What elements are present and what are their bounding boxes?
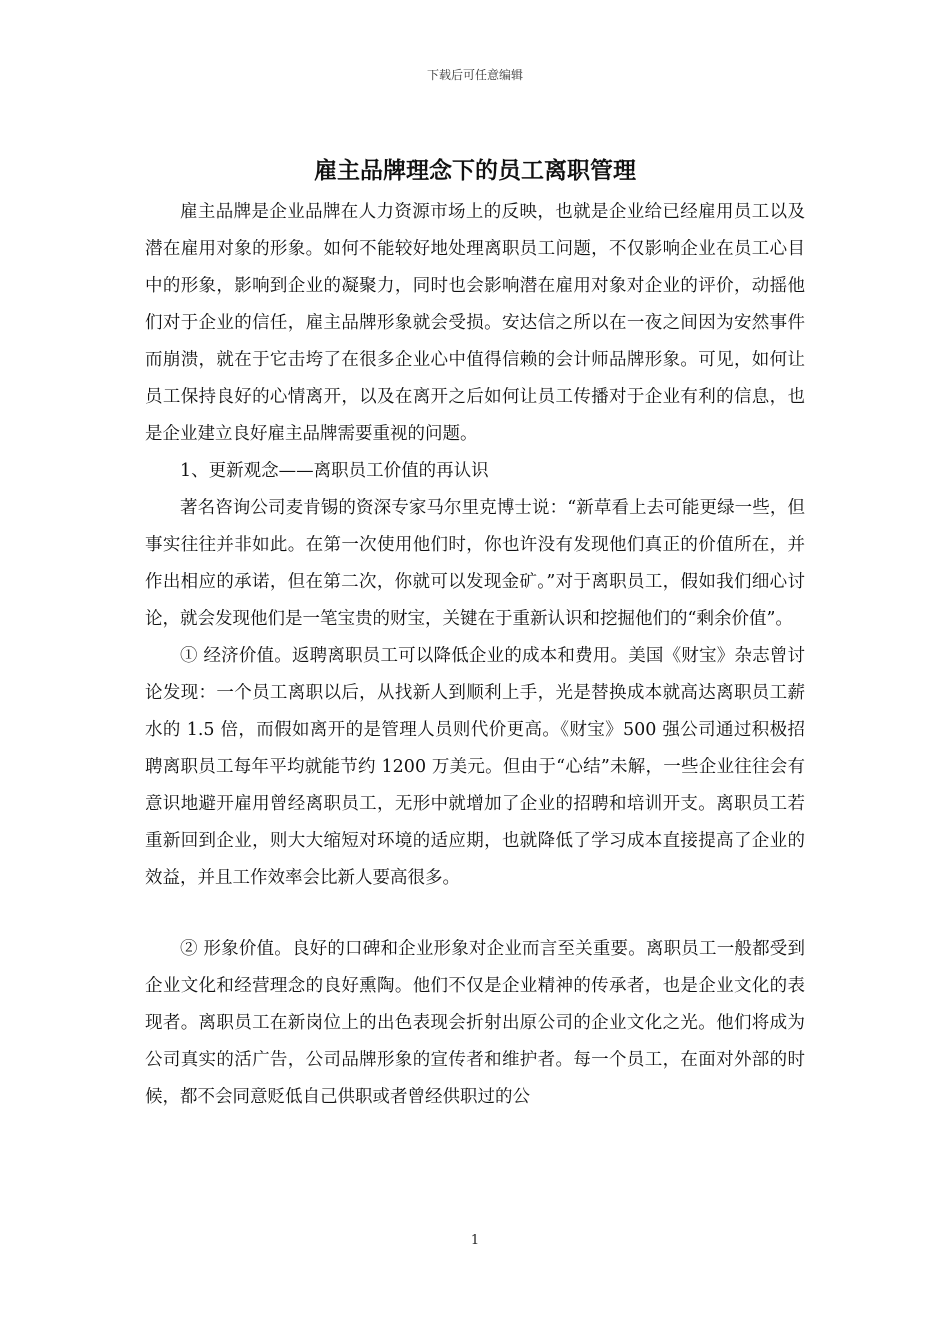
paragraph-intro: 雇主品牌是企业品牌在人力资源市场上的反映，也就是企业给已经雇用员工以及潜在雇用对象的形象。如何不能较好地处理离职员工问题，不仅影响企业在员工心目中的形象，影响到企业的凝聚力，同时也会影响潜在雇用对象对企业的评价，动摇他们对于企业的信任，雇主品牌形象就会受损。安达信之所以在一夜之间因为安然事件而崩溃，就在于它击垮了在很多企业心中值得信赖的会计师品牌形象。可见，如何让员工保持良好的心情离开，以及在离开之后如何让员工传播对于企业有利的信息，也是企业建立良好雇主品牌需要重视的问题。: [145, 202, 805, 444]
document-body: [145, 194, 805, 1116]
paragraph-economic-value: ① 经济价值。返聘离职员工可以降低企业的成本和费用。美国《财宝》杂志曾讨论发现：一个员工离职以后，从找新人到顺利上手，光是替换成本就高达离职员工薪水的 1.5 倍，而假如离开的是管理人员则代价更高。《财宝》500 强公司通过积极招聘离职员工每年平均就能节约 1200 万美元。但由于“心结”未解，一些企业往往会有意识地避开雇用曾经离职员工，无形中就增加了企业的招聘和培训开支。离职员工若重新回到企业，则大大缩短对环境的适应期，也就降低了学习成本直接提高了企业的效益，并且工作效率会比新人要高很多。: [145, 646, 805, 888]
paragraph-image-value: ② 形象价值。良好的口碑和企业形象对企业而言至关重要。离职员工一般都受到企业文化和经营理念的良好熏陶。他们不仅是企业精神的传承者，也是企业文化的表现者。离职员工在新岗位上的出色表现会折射出原公司的企业文化之光。他们将成为公司真实的活广告，公司品牌形象的宣传者和维护者。每一个员工，在面对外部的时候，都不会同意贬低自己供职或者曾经供职过的公: [145, 939, 805, 1107]
page-number: 1: [470, 1233, 480, 1248]
page-header: 下载后可任意编辑: [426, 68, 523, 82]
document-title: 雇主品牌理念下的员工离职管理: [314, 158, 636, 184]
paragraph-quote: 著名咨询公司麦肯锡的资深专家马尔里克博士说：“新草看上去可能更绿一些，但事实往往并非如此。在第一次使用他们时，你也许没有发现他们真正的价值所在，并作出相应的承诺，但在第二次，你就可以发现金矿。”对于离职员工，假如我们细心讨论，就会发现他们是一笔宝贵的财宝，关键在于重新认识和挖掘他们的“剩余价值”。: [145, 498, 805, 629]
section-heading: 1、更新观念——离职员工价值的再认识: [180, 461, 489, 481]
